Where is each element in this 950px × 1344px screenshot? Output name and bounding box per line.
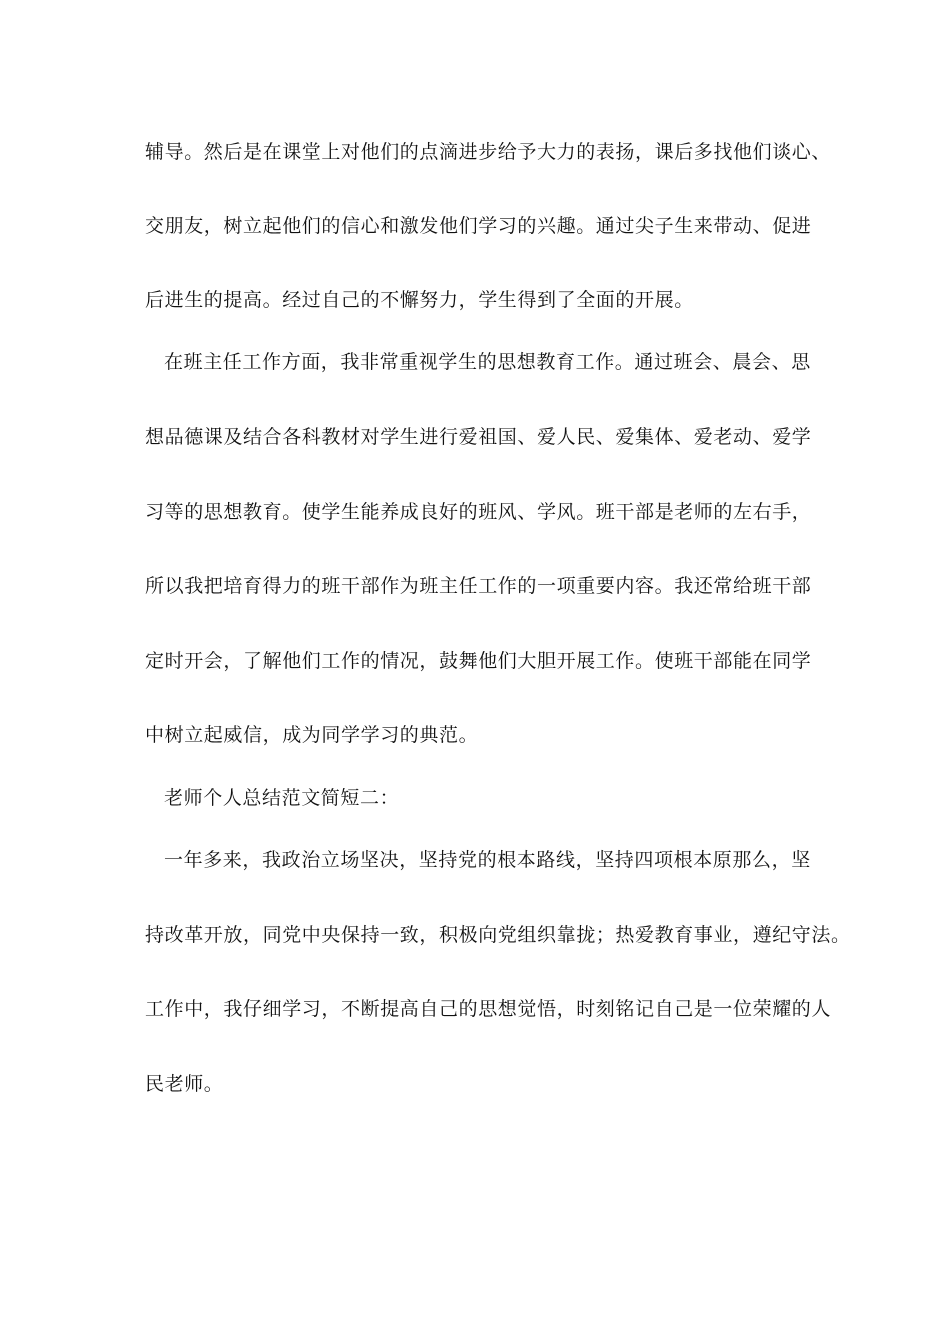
section-heading: 老师个人总结范文简短二：	[164, 787, 400, 809]
paragraph-line: 后进生的提高。经过自己的不懈努力，学生得到了全面的开展。	[145, 289, 694, 311]
paragraph-line: 交朋友，树立起他们的信心和激发他们学习的兴趣。通过尖子生来带动、促进	[145, 215, 812, 237]
paragraph-line: 习等的思想教育。使学生能养成良好的班风、学风。班干部是老师的左右手，	[145, 501, 812, 523]
paragraph-line: 民老师。	[145, 1073, 224, 1095]
paragraph-line: 所以我把培育得力的班干部作为班主任工作的一项重要内容。我还常给班干部	[145, 575, 812, 597]
paragraph-line: 辅导。然后是在课堂上对他们的点滴进步给予大力的表扬，课后多找他们谈心、	[145, 141, 832, 163]
paragraph-first-line: 一年多来，我政治立场坚决，坚持党的根本路线，坚持四项根本原那么，坚	[164, 849, 811, 871]
paragraph-line: 工作中，我仔细学习，不断提高自己的思想觉悟，时刻铭记自己是一位荣耀的人	[145, 998, 832, 1020]
paragraph-first-line: 在班主任工作方面，我非常重视学生的思想教育工作。通过班会、晨会、思	[164, 351, 811, 373]
paragraph-line: 想品德课及结合各科教材对学生进行爱祖国、爱人民、爱集体、爱老动、爱学	[145, 426, 812, 448]
paragraph-line: 持改革开放，同党中央保持一致，积极向党组织靠拢；热爱教育事业，遵纪守法。	[145, 924, 851, 946]
paragraph-line: 定时开会，了解他们工作的情况，鼓舞他们大胆开展工作。使班干部能在同学	[145, 650, 812, 672]
paragraph-line: 中树立起威信，成为同学学习的典范。	[145, 724, 479, 746]
